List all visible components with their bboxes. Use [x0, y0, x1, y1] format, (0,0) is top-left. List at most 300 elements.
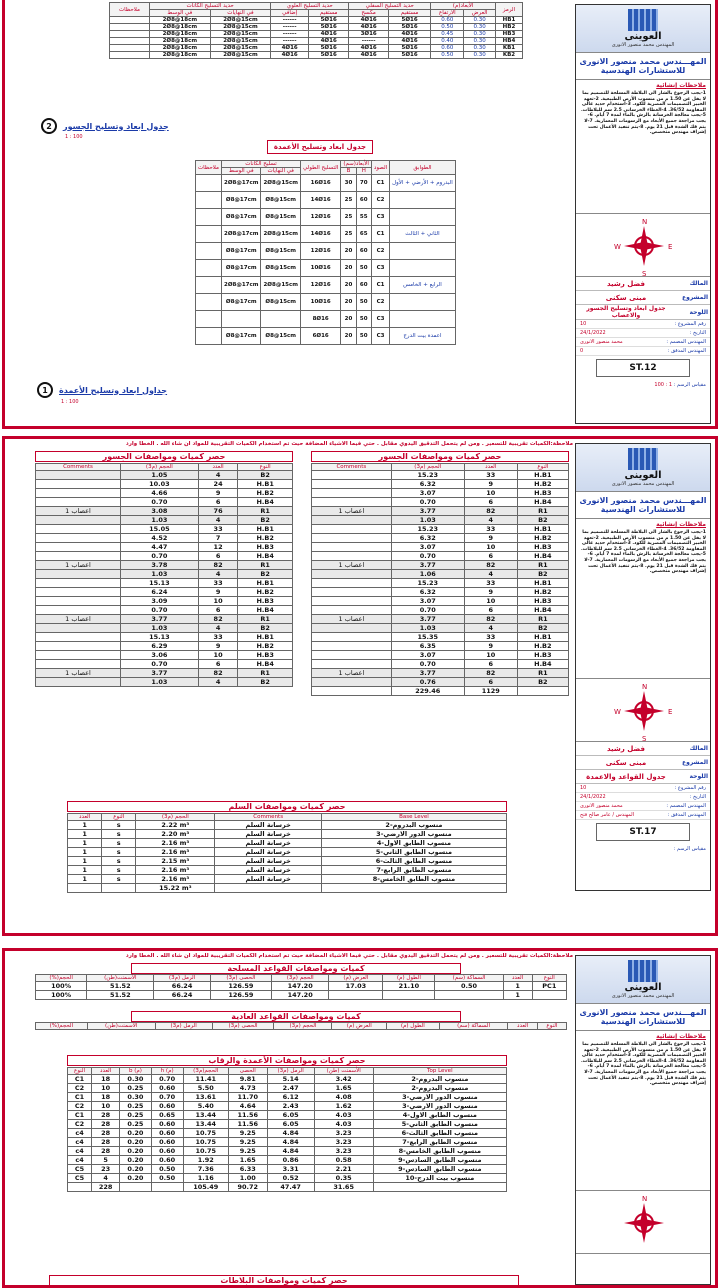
- scale-label: مقياس الرسم :: [673, 846, 706, 852]
- footing-cell: 147.20: [272, 982, 329, 991]
- slabs-title: حصر كميات ومواصفات البلاطات: [49, 1275, 519, 1286]
- footing-cell: 126.59: [210, 982, 271, 991]
- sheet-number: ST.12: [596, 359, 690, 377]
- qty-volume: 3.07: [391, 543, 464, 552]
- cq-cell: منسوب الطابق الخامس-8: [373, 1147, 506, 1156]
- footing-head-cell: الحجم (م3): [272, 975, 329, 982]
- cq-cell: 10: [92, 1084, 120, 1093]
- qty-comment: [312, 489, 392, 498]
- beam-id: HB2: [495, 24, 522, 31]
- cq-cell: 0.20: [120, 1174, 152, 1183]
- title-block: [575, 955, 711, 1285]
- project-no: 10: [580, 785, 587, 791]
- qty-volume: 0.70: [120, 660, 198, 669]
- beam-bottom-bent: 4Ø16: [349, 24, 389, 31]
- cq-cell: 28: [92, 1138, 120, 1147]
- cq-cell: 0.60: [151, 1102, 183, 1111]
- cq-row: [68, 1102, 507, 1111]
- qty-comment: [312, 678, 392, 687]
- cq-cell: c4: [68, 1129, 92, 1138]
- cq-row: [68, 1138, 507, 1147]
- column-stirrups-mid: Ø8@17cm: [222, 294, 261, 311]
- column-long-bars: 10Ø16: [300, 260, 340, 277]
- cq-cell: C5: [68, 1174, 92, 1183]
- column-floor: البدروم + الأرضي + الأول: [390, 175, 456, 192]
- qty-volume: 3.77: [391, 561, 464, 570]
- cq-cell: 9.81: [229, 1075, 268, 1084]
- columns-table-title: جدول ابعاد وتسليح الأعمدة: [267, 140, 373, 154]
- qty-count: 6: [464, 660, 517, 669]
- column-stirrups-mid: [222, 311, 261, 328]
- beams-head-stirrups: حديد التسليح الكانات: [150, 3, 271, 10]
- notes-title: ملاحظات إنشائية: [656, 521, 706, 528]
- qty-volume: 6.32: [391, 480, 464, 489]
- qty-comment: [36, 633, 121, 642]
- qty-volume: 1.03: [391, 516, 464, 525]
- qty-type: H.B4: [517, 606, 568, 615]
- qty-head-count: العدد: [198, 464, 238, 471]
- qty-volume: 4.52: [120, 534, 198, 543]
- cq-cell: 4.08: [314, 1093, 373, 1102]
- beam-notes: [110, 24, 150, 31]
- beam-stirrups-mid: 2Ø8@18cm: [150, 45, 211, 52]
- scale-row: [576, 844, 710, 854]
- plain-head-cell: الحجم (م3): [274, 1023, 332, 1030]
- stairs-table: [67, 813, 507, 893]
- qty-row: [312, 669, 569, 678]
- stairs-head-comments: Comments: [215, 814, 321, 821]
- qty-count: 4: [464, 516, 517, 525]
- qty-volume: 3.07: [391, 489, 464, 498]
- date-row: [576, 329, 710, 338]
- qty-comment: [36, 678, 121, 687]
- cq-cell: 0.65: [151, 1111, 183, 1120]
- cq-cell: 5.14: [267, 1075, 314, 1084]
- qty-volume: 15.23: [391, 471, 464, 480]
- column-stirrups-end: Ø8@15cm: [261, 294, 300, 311]
- cq-cell: 0.20: [120, 1147, 152, 1156]
- cols-head-dims: الأبعاد(سم): [341, 161, 372, 168]
- qty-comment: اعصاب 1: [36, 669, 121, 678]
- beams-detail-number: 2: [41, 118, 57, 134]
- cq-head-cell: h (م): [151, 1068, 183, 1075]
- qty-type: R1: [517, 561, 568, 570]
- cq-cell: منسوب الطابق الثاني-5: [373, 1120, 506, 1129]
- beam-notes: [110, 52, 150, 59]
- beams-qty-title-left: حصر كميات ومواصفات الجسور: [35, 451, 293, 462]
- qty-count: 33: [464, 633, 517, 642]
- qty-comment: [312, 633, 392, 642]
- beam-bottom-straight: 5Ø16: [388, 24, 430, 31]
- qty-comment: [312, 552, 392, 561]
- qty-comment: [312, 588, 392, 597]
- column-row: [196, 243, 456, 260]
- qty-volume: 15.35: [391, 633, 464, 642]
- beams-sub: مكسح: [349, 10, 389, 17]
- beams-qty-left-body: [36, 471, 293, 687]
- cq-head-cell: b (م): [120, 1068, 152, 1075]
- qty-type: H.B1: [517, 579, 568, 588]
- owner-value: فضل رشيد: [607, 744, 645, 753]
- beam-stirrups-end: 2Ø8@15cm: [210, 31, 271, 38]
- company-sub: المهندس محمد منصور الانورى: [611, 42, 675, 48]
- qty-volume: 229.46: [391, 687, 464, 696]
- qty-volume: 1.06: [391, 570, 464, 579]
- columns-qty-table: [67, 1067, 507, 1192]
- column-floor: [390, 311, 456, 328]
- cq-cell: 11.56: [229, 1120, 268, 1129]
- qty-type: H.B3: [517, 543, 568, 552]
- owner-label: المالك: [689, 280, 708, 287]
- qty-row: [312, 525, 569, 534]
- qty-head-comments: Comments: [312, 464, 392, 471]
- qty-count: 10: [198, 651, 238, 660]
- column-b: 20: [341, 277, 356, 294]
- cq-cell: 6.12: [267, 1093, 314, 1102]
- qty-type: H.B3: [517, 651, 568, 660]
- cq-cell: 0.25: [120, 1111, 152, 1120]
- columns-caption: [37, 382, 167, 398]
- qty-type: H.B4: [517, 552, 568, 561]
- stairs-volume: 2.16 m³: [136, 848, 215, 857]
- qty-count: 76: [198, 507, 238, 516]
- cq-cell: 0.20: [120, 1129, 152, 1138]
- qty-count: 82: [198, 561, 238, 570]
- qty-comment: [312, 471, 392, 480]
- north-arrow: [576, 213, 710, 277]
- column-notes: [196, 175, 222, 192]
- qty-count: 33: [198, 525, 238, 534]
- cq-row: [68, 1147, 507, 1156]
- project-row: [576, 291, 710, 305]
- cq-cell: منسوب الدور الارضي-3: [373, 1093, 506, 1102]
- qty-type: B2: [238, 516, 293, 525]
- footing-head-cell: النوع: [532, 975, 566, 982]
- qty-row: [312, 615, 569, 624]
- qty-type: H.B3: [238, 651, 293, 660]
- qty-head-volume: الحجم (م3): [120, 464, 198, 471]
- cq-head-cell: Top Level: [373, 1068, 506, 1075]
- structural-notes: 1-يجب الرجوع بالشاز الى البلاطة المسلحة للتصميم بما لا يقل عن 1.50 م من منسوب الأرض الطبيعية. 2-تعهد الخبير التصميمات المصرية للكود. 3-استخدام حديد عالى المقاومة 36/52. 4-الغطاء الخرسانى 2.5 سم للبلاطات. 5-يجب معالجة الخرسانة بالرش بالماء لمدة 7 أيام. 6-يجب مراجعة جميع الأبعاد مع الرسومات المعمارية. 7-لا يتم فك الشدة قبل 21 يوم. 8-يتم تنفيذ الأعمال تحت إشراف مهندس متخصص.: [580, 91, 706, 136]
- beam-stirrups-mid: 2Ø8@18cm: [150, 31, 211, 38]
- footing-head-cell: الطول (م): [383, 975, 435, 982]
- columns-qty-title: حصر كميات ومواصفات الأعمدة والرقاب: [67, 1055, 507, 1066]
- qty-row: [312, 624, 569, 633]
- qty-comment: [312, 525, 392, 534]
- plain-head-cell: العدد: [508, 1023, 537, 1030]
- column-row: [196, 294, 456, 311]
- stairs-level: منسوب الدور الارضي-3: [321, 830, 506, 839]
- company-sub: المهندس محمد منصور الانورى: [611, 481, 675, 487]
- qty-type: R1: [517, 615, 568, 624]
- qty-row: [312, 498, 569, 507]
- qty-count: 4: [198, 570, 238, 579]
- stairs-comment: خرسانة السلم: [215, 830, 321, 839]
- cq-cell: 4.84: [267, 1129, 314, 1138]
- structural-notes: 1-يجب الرجوع بالشاز الى البلاطة المسلحة للتصميم بما لا يقل عن 1.50 م من منسوب الأرض الطبيعية. 2-تعهد الخبير التصميمات المصرية للكود. 3-استخدام حديد عالى المقاومة 36/52. 4-الغطاء الخرسانى 2.5 سم للبلاطات. 5-يجب معالجة الخرسانة بالرش بالماء لمدة 7 أيام. 6-يجب مراجعة جميع الأبعاد مع الرسومات المعمارية. 7-لا يتم فك الشدة قبل 21 يوم. 8-يتم تنفيذ الأعمال تحت إشراف مهندس متخصص.: [580, 1042, 706, 1087]
- cq-cell: 4.64: [229, 1102, 268, 1111]
- footing-total-cell: [435, 991, 503, 1000]
- column-floor: الثاني + الثالث: [390, 226, 456, 243]
- column-long-bars: 10Ø16: [300, 294, 340, 311]
- owner-label: المالك: [689, 745, 708, 752]
- engineer-name: المهـــندس محمد منصور الانورى للاستشارات الهندسية: [576, 53, 710, 80]
- column-stirrups-end: Ø8@15cm: [261, 243, 300, 260]
- qty-type: H.B4: [517, 660, 568, 669]
- beam-top-extra: ------: [271, 24, 309, 31]
- beams-head-dims: الأبعاد(م): [431, 3, 496, 10]
- cq-cell: 2.21: [314, 1165, 373, 1174]
- cq-row: [68, 1156, 507, 1165]
- beams-scale: 1 : 100: [65, 134, 83, 140]
- cq-cell: منسوب البدروم-2: [373, 1084, 506, 1093]
- qty-count: 6: [464, 606, 517, 615]
- notice-banner: ملاحظة:الكميات تقريبية للتسعير . ومن لم يتحمل التدقيق اليدوي مقابل . حتي فيما الاشياء المضافة حيث تم استخدام الكميات التقريبية للمواد ان شاء الله . الخطأ وارد: [125, 441, 573, 447]
- cq-cell: 0.30: [120, 1093, 152, 1102]
- column-b: 20: [341, 243, 356, 260]
- qty-row: [36, 498, 293, 507]
- cq-cell: 0.60: [151, 1084, 183, 1093]
- column-floor: [390, 260, 456, 277]
- qty-row: [312, 489, 569, 498]
- beam-width: 0.30: [464, 31, 496, 38]
- qty-comment: [312, 606, 392, 615]
- beam-row: [110, 52, 523, 59]
- column-b: 25: [341, 192, 356, 209]
- qty-comment: [312, 642, 392, 651]
- beam-height: 0.45: [431, 31, 464, 38]
- beams-sub: مستقيم: [388, 10, 430, 17]
- qty-count: 6: [198, 660, 238, 669]
- stairs-row: [68, 830, 507, 839]
- cq-cell: 2.43: [267, 1102, 314, 1111]
- column-stirrups-mid: Ø8@17cm: [222, 243, 261, 260]
- qty-comment: اعصاب 1: [312, 669, 392, 678]
- column-b: 25: [341, 209, 356, 226]
- qty-row: [312, 579, 569, 588]
- beam-top-straight: 4Ø16: [309, 31, 349, 38]
- qty-count: 9: [198, 642, 238, 651]
- qty-count: 82: [464, 507, 517, 516]
- column-id: C1: [371, 226, 389, 243]
- beams-table: [109, 2, 523, 59]
- column-b: 20: [341, 294, 356, 311]
- owner-row: [576, 277, 710, 291]
- cols-head-floor: الطوابق: [390, 161, 456, 175]
- qty-type: H.B1: [517, 471, 568, 480]
- qty-volume: 6.32: [391, 534, 464, 543]
- qty-row: [312, 570, 569, 579]
- qty-row: [312, 597, 569, 606]
- north-arrow: [576, 678, 710, 742]
- cq-cell: 11.70: [229, 1093, 268, 1102]
- designer-value: محمد منصور الانورى: [580, 339, 623, 345]
- cq-cell: منسوب الطابق السادس-9: [373, 1165, 506, 1174]
- cq-cell: 23: [92, 1165, 120, 1174]
- cq-cell: 0.20: [120, 1165, 152, 1174]
- column-row: [196, 277, 456, 294]
- sheet-quantities-footings: [2, 948, 718, 1288]
- qty-type: H.B1: [517, 633, 568, 642]
- column-id: C1: [371, 175, 389, 192]
- qty-type: H.B3: [238, 597, 293, 606]
- north-arrow: [576, 1190, 710, 1254]
- cq-cell: 3.23: [314, 1147, 373, 1156]
- qty-comment: [312, 543, 392, 552]
- compass-w: W: [614, 243, 621, 251]
- cq-row: [68, 1075, 507, 1084]
- qty-type: B2: [517, 678, 568, 687]
- stairs-type: s: [102, 830, 136, 839]
- column-row: [196, 209, 456, 226]
- qty-type: H.B2: [517, 642, 568, 651]
- cq-cell: 9.25: [229, 1147, 268, 1156]
- stairs-head-type: النوع: [102, 814, 136, 821]
- compass-n: N: [642, 1195, 648, 1203]
- checker-row: [576, 811, 710, 820]
- qty-type: B2: [517, 570, 568, 579]
- qty-comment: اعصاب 1: [36, 615, 121, 624]
- cq-row: [68, 1165, 507, 1174]
- column-b: 25: [341, 226, 356, 243]
- qty-count: 82: [464, 615, 517, 624]
- qty-count: 82: [198, 615, 238, 624]
- cq-cell: 6.05: [267, 1120, 314, 1129]
- cq-cell: 13.44: [183, 1120, 228, 1129]
- beam-stirrups-mid: 2Ø8@18cm: [150, 38, 211, 45]
- qty-comment: [312, 651, 392, 660]
- qty-count: 9: [464, 534, 517, 543]
- beams-head-id: الرمز: [495, 3, 522, 17]
- qty-row: [36, 615, 293, 624]
- qty-type: H.B1: [238, 480, 293, 489]
- column-floor: [390, 243, 456, 260]
- columns-qty-total: [68, 1183, 507, 1192]
- qty-comment: [36, 471, 121, 480]
- notes-title: ملاحظات إنشائية: [656, 1033, 706, 1040]
- footing-cell: 17.03: [329, 982, 383, 991]
- qty-type: H.B3: [517, 489, 568, 498]
- cq-cell: 13.61: [183, 1093, 228, 1102]
- cq-head-cell: العدد: [92, 1068, 120, 1075]
- checker-label: المهندس المدقق :: [667, 348, 706, 354]
- beams-qty-table-right: [311, 463, 569, 696]
- footing-total-cell: [383, 991, 435, 1000]
- qty-count: 4: [464, 624, 517, 633]
- qty-volume: 1.03: [391, 624, 464, 633]
- company-name: العوينى: [624, 470, 662, 481]
- columns-scale: 1 : 100: [61, 399, 79, 405]
- project-label: المشروع: [682, 759, 708, 766]
- compass-n: N: [642, 218, 648, 226]
- beam-width: 0.30: [464, 24, 496, 31]
- qty-type: H.B1: [517, 525, 568, 534]
- date-label: التاريخ :: [689, 330, 706, 336]
- columns-body: [196, 175, 456, 345]
- qty-type: H.B4: [238, 660, 293, 669]
- cq-cell: منسوب الطابق الثالث-6: [373, 1129, 506, 1138]
- cq-cell: 3.31: [267, 1165, 314, 1174]
- cq-cell: 4.84: [267, 1147, 314, 1156]
- checker-value: المهندس / عامر صالح فتح: [580, 812, 634, 818]
- date-label: التاريخ :: [689, 794, 706, 800]
- column-b: 20: [341, 311, 356, 328]
- column-h: 70: [356, 175, 371, 192]
- designer-row: [576, 802, 710, 811]
- beam-height: 0.60: [431, 17, 464, 24]
- footing-total-cell: 66.24: [154, 991, 210, 1000]
- title-block: [575, 443, 711, 891]
- column-long-bars: 16Ø16: [300, 175, 340, 192]
- column-notes: [196, 328, 222, 345]
- qty-row: [36, 651, 293, 660]
- plain-head-cell: الحصى (م3): [212, 1023, 274, 1030]
- beam-notes: [110, 45, 150, 52]
- column-stirrups-mid: 2Ø8@17cm: [222, 277, 261, 294]
- qty-row: [36, 597, 293, 606]
- qty-count: 82: [464, 669, 517, 678]
- cq-cell: 10.75: [183, 1138, 228, 1147]
- column-b: 30: [341, 175, 356, 192]
- beam-row: [110, 24, 523, 31]
- beams-sub: إضافي: [271, 10, 309, 17]
- compass-s: S: [642, 270, 647, 278]
- column-id: C1: [371, 277, 389, 294]
- qty-row: [312, 471, 569, 480]
- qty-row: [36, 606, 293, 615]
- footing-title: كميات ومواصفات القواعد المسلحة: [131, 963, 461, 974]
- qty-row: [312, 651, 569, 660]
- cq-total-cell: [151, 1183, 183, 1192]
- column-floor: [390, 209, 456, 226]
- column-h: 60: [356, 192, 371, 209]
- stairs-row: [68, 857, 507, 866]
- stairs-volume: 2.20 m³: [136, 830, 215, 839]
- cq-cell: C2: [68, 1102, 92, 1111]
- column-h: 50: [356, 260, 371, 277]
- qty-type: B2: [238, 678, 293, 687]
- qty-row: [36, 507, 293, 516]
- qty-head-type: النوع: [238, 464, 293, 471]
- qty-comment: [36, 570, 121, 579]
- qty-count: 12: [198, 543, 238, 552]
- qty-count: 4: [198, 678, 238, 687]
- qty-row: [312, 660, 569, 669]
- qty-row: [36, 489, 293, 498]
- cq-cell: 10: [92, 1102, 120, 1111]
- stairs-level: منسوب الطابق الرابع-7: [321, 866, 506, 875]
- beam-row: [110, 17, 523, 24]
- column-id: C3: [371, 209, 389, 226]
- cq-cell: c4: [68, 1147, 92, 1156]
- drawing-row: [576, 770, 710, 784]
- qty-volume: 0.70: [120, 606, 198, 615]
- stairs-row: [68, 821, 507, 830]
- cq-cell: 5.40: [183, 1102, 228, 1111]
- beam-height: 0.50: [431, 52, 464, 59]
- plain-footing-title: كميات ومواصفات القواعد العادية: [131, 1011, 461, 1022]
- qty-type: H.B4: [238, 552, 293, 561]
- cq-cell: 3.42: [314, 1075, 373, 1084]
- project-no-row: [576, 320, 710, 329]
- cq-row: [68, 1120, 507, 1129]
- beam-top-extra: ------: [271, 38, 309, 45]
- column-id: C2: [371, 192, 389, 209]
- qty-volume: 15.23: [391, 525, 464, 534]
- cq-total-cell: [68, 1183, 92, 1192]
- beam-top-straight: 5Ø16: [309, 45, 349, 52]
- beams-sub: الارتفاع: [431, 10, 464, 17]
